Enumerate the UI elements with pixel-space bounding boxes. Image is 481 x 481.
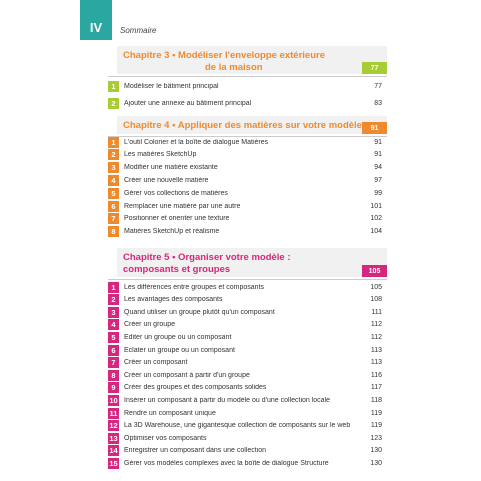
entry-page-number: 113 [370, 346, 382, 354]
entry-page-number: 113 [370, 359, 382, 367]
toc-entry[interactable] [108, 445, 382, 457]
toc-entry[interactable] [108, 162, 382, 174]
entry-page-number: 112 [370, 333, 382, 341]
entry-page-number: 105 [370, 283, 382, 291]
chapter-page-number: 105 [362, 265, 387, 277]
entry-number-badge: 4 [108, 319, 119, 330]
entry-label: Modifier une matière existante [124, 164, 218, 172]
entry-number-badge: 2 [108, 294, 119, 305]
entry-page-number: 102 [370, 215, 382, 223]
entry-page-number: 97 [374, 176, 382, 184]
entry-page-number: 101 [370, 202, 382, 210]
entry-label: Éditer un groupe ou un composant [124, 333, 232, 341]
entry-label: Rendre un composant unique [124, 409, 216, 417]
toc-entry[interactable] [108, 281, 382, 293]
entry-page-number: 94 [374, 164, 382, 172]
entry-page-number: 119 [370, 422, 382, 430]
entry-label: L'outil Colorier et la boîte de dialogue Matières [124, 138, 269, 146]
entry-label: Remplacer une matière par une autre [124, 202, 241, 210]
entry-number-badge: 2 [108, 98, 119, 109]
entry-number-badge: 2 [108, 149, 119, 160]
entry-number-badge: 1 [108, 137, 119, 148]
toc-entry[interactable] [108, 357, 382, 369]
entry-label: Optimiser vos composants [124, 434, 207, 442]
entry-page-number: 104 [370, 228, 382, 236]
chapter-title-line: Chapitre 3 • Modéliser l'enveloppe extérieure [123, 50, 325, 61]
entry-number-badge: 8 [108, 226, 119, 237]
entry-page-number: 119 [370, 409, 382, 417]
entry-page-number: 91 [374, 151, 382, 159]
entry-label: Matières SketchUp et réalisme [124, 228, 220, 236]
chapter-header-4 [117, 116, 387, 134]
entry-number-badge: 1 [108, 282, 119, 293]
chapter-page-number: 77 [362, 62, 387, 74]
chapter-title [123, 120, 387, 132]
entry-label: Quand utiliser un groupe plutôt qu'un composant [124, 308, 275, 316]
entry-number-badge: 7 [108, 357, 119, 368]
entry-label: Ajouter une annexe au bâtiment principal [124, 99, 252, 107]
toc-entry[interactable] [108, 407, 382, 419]
toc-entry[interactable] [108, 331, 382, 343]
entry-page-number: 83 [374, 99, 382, 107]
entry-label: Les matières SketchUp [124, 151, 197, 159]
entry-label: Modéliser le bâtiment principal [124, 82, 219, 90]
toc-entry[interactable] [108, 382, 382, 394]
toc-entry[interactable] [108, 369, 382, 381]
toc-entry[interactable] [108, 319, 382, 331]
chapter-title [123, 50, 387, 74]
entry-number-badge: 9 [108, 382, 119, 393]
toc-entry[interactable] [108, 80, 382, 92]
toc-entry[interactable] [108, 226, 382, 238]
section-roman-numeral: IV [80, 0, 112, 40]
entry-number-badge: 1 [108, 81, 119, 92]
entry-page-number: 116 [370, 371, 382, 379]
toc-entry[interactable] [108, 294, 382, 306]
chapter-title-line: composants et groupes [123, 264, 231, 275]
toc-entry[interactable] [108, 457, 382, 469]
entry-page-number: 77 [374, 82, 382, 90]
chapter-divider [108, 279, 387, 280]
chapter-title-line: Chapitre 4 • Appliquer des matières sur votre modèle [123, 120, 362, 131]
toc-entry[interactable] [108, 174, 382, 186]
toc-entry[interactable] [108, 344, 382, 356]
entry-label: Créer un groupe [124, 321, 175, 329]
toc-entry[interactable] [108, 97, 382, 109]
entry-number-badge: 7 [108, 213, 119, 224]
toc-entry[interactable] [108, 420, 382, 432]
chapter-page-number: 91 [362, 122, 387, 134]
entry-number-badge: 3 [108, 162, 119, 173]
entry-number-badge: 5 [108, 188, 119, 199]
entry-page-number: 123 [370, 434, 382, 442]
entry-number-badge: 5 [108, 332, 119, 343]
entry-label: Gérer vos collections de matières [124, 189, 228, 197]
entry-page-number: 130 [370, 447, 382, 455]
entry-page-number: 108 [370, 296, 382, 304]
entry-page-number: 112 [370, 321, 382, 329]
entry-number-badge: 4 [108, 175, 119, 186]
toc-entry[interactable] [108, 432, 382, 444]
entry-label: Positionner et orienter une texture [124, 215, 230, 223]
chapter-header-3 [117, 46, 387, 74]
toc-entry[interactable] [108, 200, 382, 212]
entry-label: Enregistrer un composant dans une collection [124, 447, 267, 455]
chapter-header-5 [117, 248, 387, 277]
toc-entry[interactable] [108, 213, 382, 225]
entry-label: Créer des groupes et des composants solides [124, 384, 267, 392]
section-title: Sommaire [120, 26, 157, 35]
entry-page-number: 117 [370, 384, 382, 392]
chapter-title-line: de la maison [205, 62, 263, 73]
entry-number-badge: 6 [108, 345, 119, 356]
chapter-title [123, 252, 387, 276]
entry-page-number: 130 [370, 459, 382, 467]
toc-entry[interactable] [108, 394, 382, 406]
entry-number-badge: 6 [108, 201, 119, 212]
entry-label: Créer un composant à partir d'un groupe [124, 371, 250, 379]
entry-number-badge: 8 [108, 370, 119, 381]
entry-number-badge: 15 [109, 458, 118, 468]
entry-number-badge: 3 [108, 307, 119, 318]
entry-number-badge: 12 [109, 421, 118, 431]
entry-label: Créer un composant [124, 359, 188, 367]
entry-number-badge: 10 [109, 395, 118, 405]
entry-label: Insérer un composant à partir du modèle ou d'une collection locale [124, 396, 331, 404]
entry-label: Éclater un groupe ou un composant [124, 346, 235, 354]
toc-entry[interactable] [108, 306, 382, 318]
entry-page-number: 118 [370, 396, 382, 404]
entry-number-badge: 13 [109, 433, 118, 443]
entry-label: Les différences entre groupes et composants [124, 283, 264, 291]
chapter-title-line: Chapitre 5 • Organiser votre modèle : [123, 252, 291, 263]
entry-page-number: 91 [374, 138, 382, 146]
entry-page-number: 111 [371, 308, 382, 316]
toc-entry[interactable] [108, 149, 382, 161]
toc-entry[interactable] [108, 187, 382, 199]
entry-label: Les avantages des composants [124, 296, 223, 304]
toc-entry[interactable] [108, 136, 382, 148]
entry-label: Créer une nouvelle matière [124, 176, 209, 184]
entry-label: Gérer vos modèles complexes avec la boîte de dialogue Structure [124, 459, 329, 467]
entry-number-badge: 14 [109, 446, 118, 456]
entry-label: La 3D Warehouse, une gigantesque collection de composants sur le web [124, 422, 351, 430]
chapter-divider [108, 76, 387, 77]
entry-page-number: 99 [374, 189, 382, 197]
entry-number-badge: 11 [109, 408, 118, 418]
